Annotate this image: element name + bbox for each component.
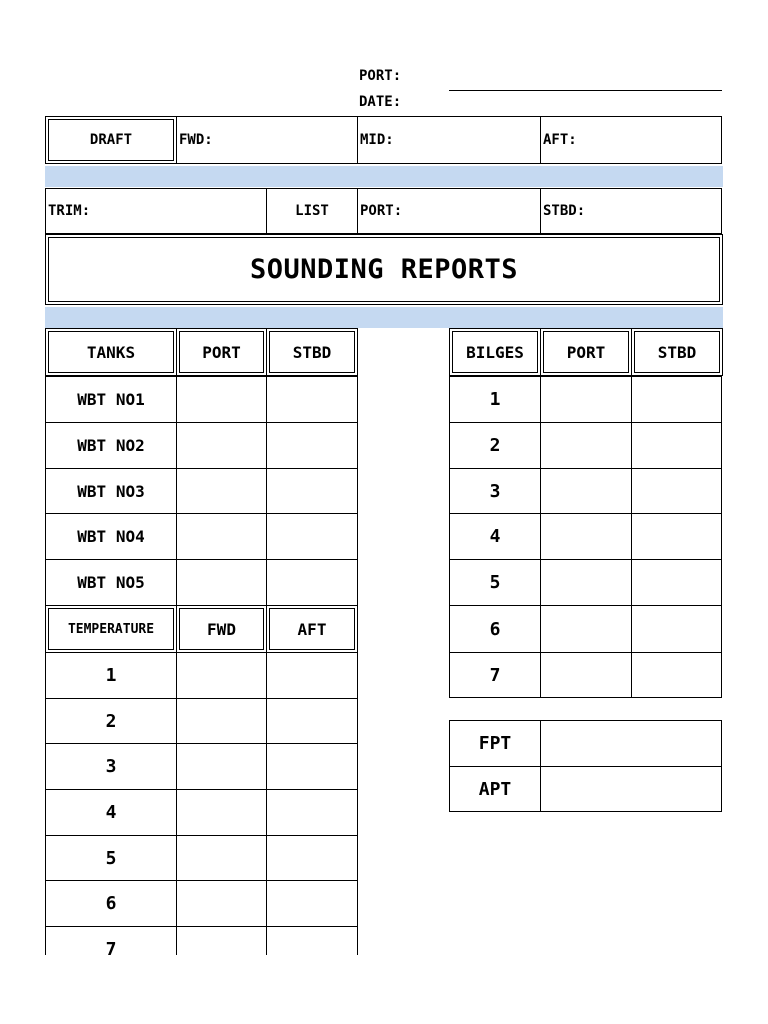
bilge-port-cell[interactable] [540, 513, 632, 560]
temperature-aft-header: AFT [266, 605, 358, 653]
temperature-aft-cell[interactable] [266, 789, 358, 836]
apt-label: APT [449, 766, 541, 812]
tanks-stbd-header: STBD [266, 328, 358, 376]
fpt-label: FPT [449, 720, 541, 767]
trim-field[interactable]: TRIM: [45, 188, 267, 234]
temperature-fwd-cell[interactable] [176, 743, 267, 790]
temperature-header: TEMPERATURE [45, 605, 177, 653]
bilge-row-label: 7 [449, 652, 541, 698]
port-date-underline[interactable] [449, 90, 722, 91]
temperature-row-label: 7 [45, 926, 177, 955]
bilges-header: BILGES [449, 328, 541, 376]
temperature-fwd-cell[interactable] [176, 652, 267, 699]
bilge-port-cell[interactable] [540, 605, 632, 653]
separator-band-top [45, 166, 723, 187]
tanks-header: TANKS [45, 328, 177, 376]
fpt-value-cell[interactable] [540, 720, 722, 767]
list-stbd-field[interactable]: STBD: [540, 188, 722, 234]
bilge-row-label: 2 [449, 422, 541, 469]
bilge-row-label: 3 [449, 468, 541, 514]
bilge-port-cell[interactable] [540, 468, 632, 514]
bilge-port-cell[interactable] [540, 376, 632, 423]
bilge-row-label: 5 [449, 559, 541, 606]
bilge-row-label: 4 [449, 513, 541, 560]
bilge-stbd-cell[interactable] [631, 376, 722, 423]
bilge-row-label: 6 [449, 605, 541, 653]
port-header-label: PORT: [359, 68, 402, 84]
bilge-stbd-cell[interactable] [631, 652, 722, 698]
bilge-stbd-cell[interactable] [631, 559, 722, 606]
temperature-row-label: 5 [45, 835, 177, 881]
tank-port-cell[interactable] [176, 513, 267, 560]
bilge-port-cell[interactable] [540, 422, 632, 469]
temperature-fwd-cell[interactable] [176, 835, 267, 881]
tank-port-cell[interactable] [176, 559, 267, 606]
temperature-fwd-header: FWD [176, 605, 267, 653]
separator-band-bottom [45, 307, 723, 328]
draft-aft-field[interactable]: AFT: [540, 116, 722, 164]
tank-port-cell[interactable] [176, 376, 267, 423]
draft-fwd-field[interactable]: FWD: [176, 116, 358, 164]
apt-value-cell[interactable] [540, 766, 722, 812]
tank-stbd-cell[interactable] [266, 468, 358, 514]
tank-port-cell[interactable] [176, 468, 267, 514]
temperature-fwd-cell[interactable] [176, 698, 267, 744]
temperature-aft-cell[interactable] [266, 926, 358, 955]
temperature-fwd-cell[interactable] [176, 789, 267, 836]
temperature-row-label: 3 [45, 743, 177, 790]
bilge-stbd-cell[interactable] [631, 422, 722, 469]
tank-stbd-cell[interactable] [266, 513, 358, 560]
temperature-fwd-cell[interactable] [176, 926, 267, 955]
tank-stbd-cell[interactable] [266, 376, 358, 423]
bilges-port-header: PORT [540, 328, 632, 376]
temperature-row-label: 6 [45, 880, 177, 927]
bilge-row-label: 1 [449, 376, 541, 423]
temperature-aft-cell[interactable] [266, 652, 358, 699]
temperature-row-label: 4 [45, 789, 177, 836]
tank-stbd-cell[interactable] [266, 422, 358, 469]
bilge-port-cell[interactable] [540, 559, 632, 606]
bilge-stbd-cell[interactable] [631, 468, 722, 514]
temperature-row-label: 1 [45, 652, 177, 699]
bilge-port-cell[interactable] [540, 652, 632, 698]
tank-row-label: WBT NO2 [45, 422, 177, 469]
date-header-label: DATE: [359, 94, 402, 110]
temperature-aft-cell[interactable] [266, 743, 358, 790]
tank-stbd-cell[interactable] [266, 559, 358, 606]
bilges-stbd-header: STBD [631, 328, 723, 376]
temperature-fwd-cell[interactable] [176, 880, 267, 927]
temperature-aft-cell[interactable] [266, 698, 358, 744]
bilge-stbd-cell[interactable] [631, 605, 722, 653]
tanks-port-header: PORT [176, 328, 267, 376]
tank-port-cell[interactable] [176, 422, 267, 469]
list-port-field[interactable]: PORT: [357, 188, 541, 234]
tank-row-label: WBT NO4 [45, 513, 177, 560]
tank-row-label: WBT NO1 [45, 376, 177, 423]
bilge-stbd-cell[interactable] [631, 513, 722, 560]
draft-label-cell: DRAFT [45, 116, 177, 164]
temperature-aft-cell[interactable] [266, 880, 358, 927]
temperature-aft-cell[interactable] [266, 835, 358, 881]
tank-row-label: WBT NO3 [45, 468, 177, 514]
page-title: SOUNDING REPORTS [45, 234, 723, 305]
temperature-row-label: 2 [45, 698, 177, 744]
list-label-cell: LIST [266, 188, 358, 234]
draft-mid-field[interactable]: MID: [357, 116, 541, 164]
tank-row-label: WBT NO5 [45, 559, 177, 606]
